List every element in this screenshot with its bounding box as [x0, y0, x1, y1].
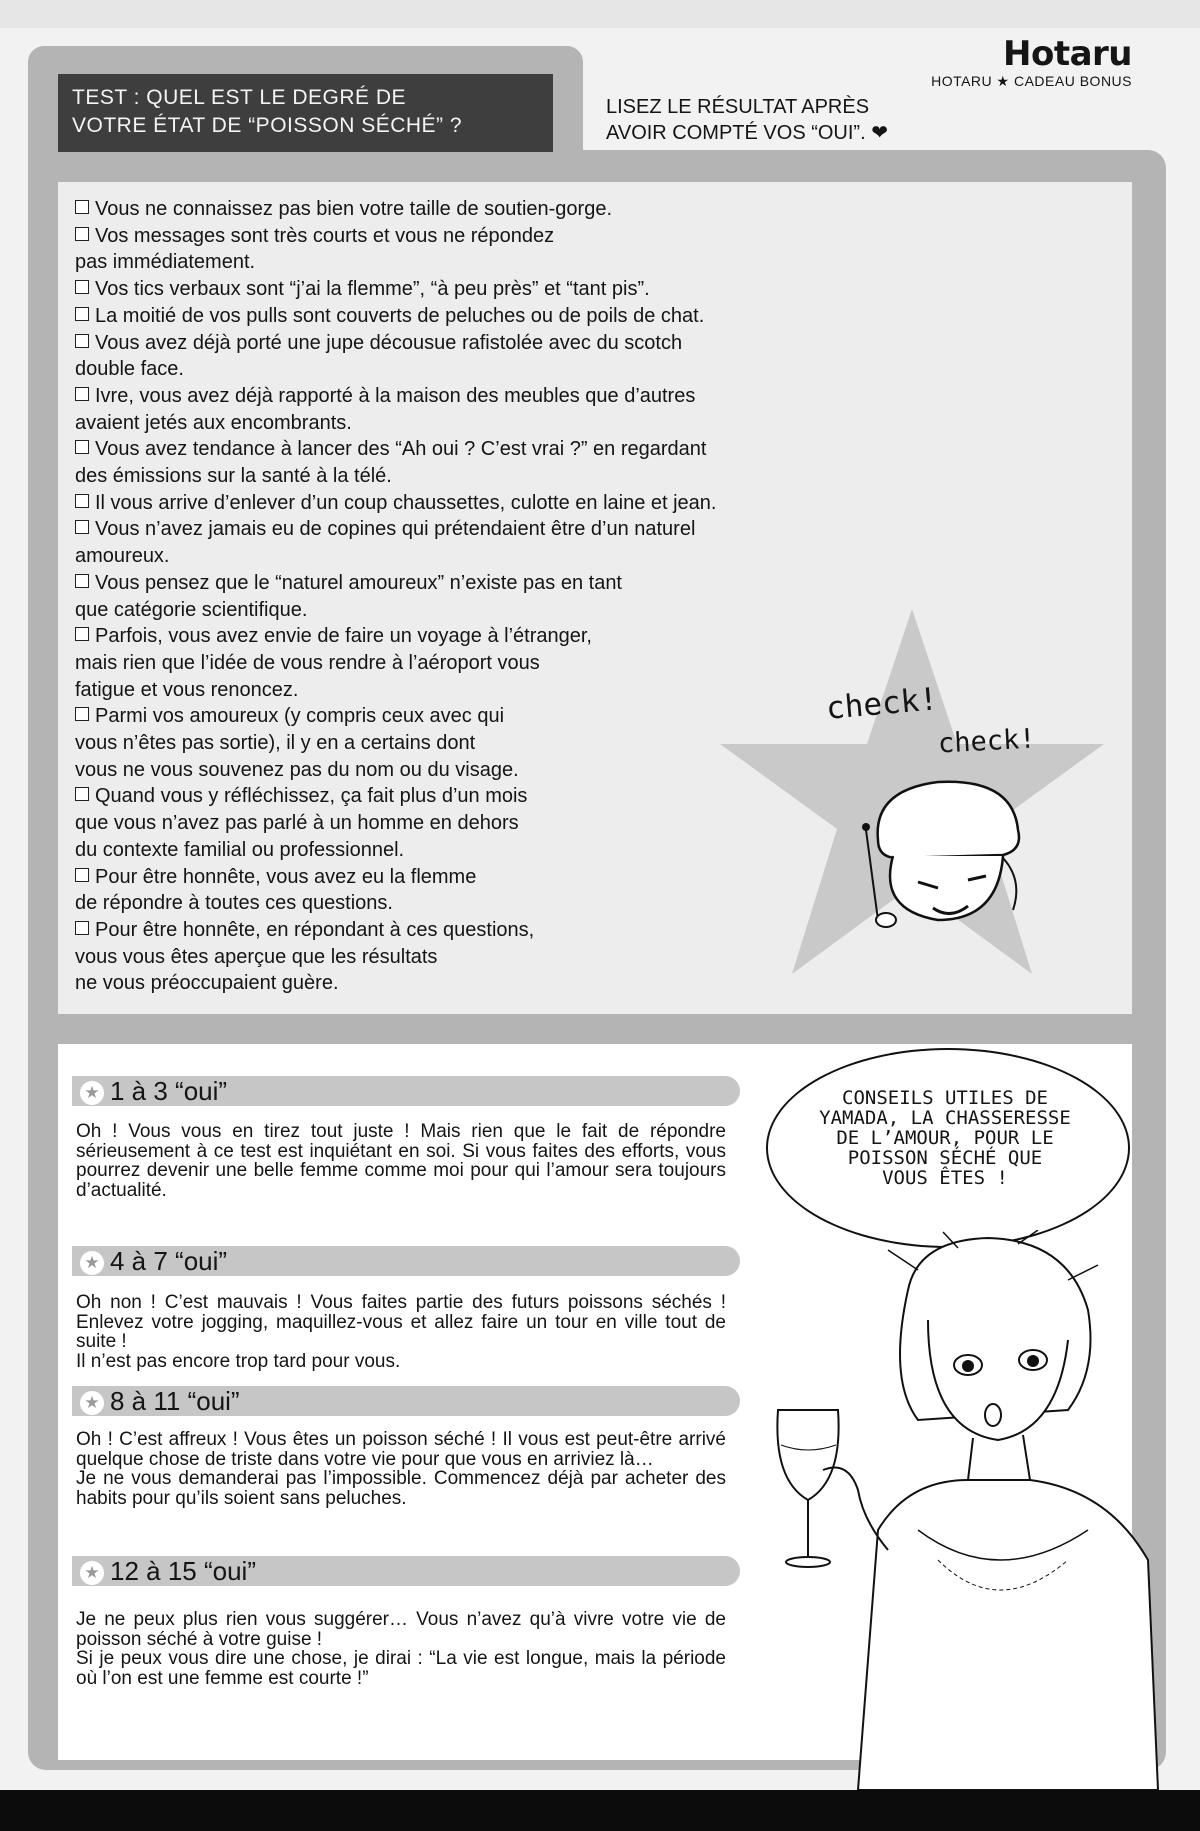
- check-doodle: check!: [824, 681, 940, 727]
- checkbox-icon[interactable]: [75, 280, 89, 294]
- question-item: Vous avez tendance à lancer des “Ah oui ? C’est vrai ?” en regardant des émissions sur la santé à la télé.: [75, 438, 707, 488]
- result-text: Oh ! Vous vous en tirez tout juste ! Mais rien que le fait de répondre sérieusement à ce test est inquiétant en soi. Si vous faites des efforts, vous pourrez devenir une belle femme comme moi pour qui l’amour sera toujours d’actualité.: [76, 1121, 726, 1201]
- top-edge: [0, 0, 1200, 28]
- result-heading: ★ 1 à 3 “oui”: [72, 1076, 740, 1106]
- checkbox-icon[interactable]: [75, 200, 89, 214]
- checkbox-icon[interactable]: [75, 334, 89, 348]
- checkbox-icon[interactable]: [75, 440, 89, 454]
- checkbox-icon[interactable]: [75, 520, 89, 534]
- star-icon: ★: [80, 1391, 104, 1415]
- result-heading: ★ 4 à 7 “oui”: [72, 1246, 740, 1276]
- result-heading: ★ 12 à 15 “oui”: [72, 1556, 740, 1586]
- checkbox-icon[interactable]: [75, 868, 89, 882]
- test-title: TEST : QUEL EST LE DEGRÉ DE VOTRE ÉTAT DE “POISSON SÉCHÉ” ?: [58, 74, 553, 152]
- question-item: Quand vous y réfléchissez, ça fait plus d’un mois que vous n’avez pas parlé à un homme en dehors du contexte familial ou professionnel.: [75, 785, 528, 861]
- checkbox-icon[interactable]: [75, 227, 89, 241]
- check-doodle: check!: [937, 723, 1037, 760]
- speech-bubble-text: CONSEILS UTILES DE YAMADA, LA CHASSERESSE DE L’AMOUR, POUR LE POISSON SÉCHÉ QUE VOUS ÊTES !: [819, 1087, 1071, 1189]
- star-icon: ★: [80, 1561, 104, 1585]
- question-item: Vous avez déjà porté une jupe décousue rafistolée avec du scotch double face.: [75, 331, 683, 381]
- result-text: Oh non ! C’est mauvais ! Vous faites partie des futurs poissons séchés ! Enlevez votre jogging, maquillez-vous et allez faire un tour en ville tout de suite ! Il n’est pas encore trop tard pour vous.: [76, 1292, 726, 1372]
- question-item: Ivre, vous avez déjà rapporté à la maison des meubles que d’autres avaient jetés aux encombrants.: [75, 384, 696, 434]
- result-text: Je ne peux plus rien vous suggérer… Vous n’avez qu’à vivre votre vie de poisson séché à votre guise ! Si je peux vous dire une chose, je dirai : “La vie est longue, mais la période où l’on est une femme est courte !”: [76, 1609, 726, 1689]
- question-item: Vos messages sont très courts et vous ne répondez pas immédiatement.: [75, 224, 555, 274]
- checkbox-icon[interactable]: [75, 574, 89, 588]
- checkbox-icon[interactable]: [75, 494, 89, 508]
- result-text: Oh ! C’est affreux ! Vous êtes un poisson séché ! Il vous est peut-être arrivé quelque chose de triste dans votre vie pour que vous en arriviez là… Je ne vous demanderai pas l’impossible. Commencez déjà par acheter des habits pour qu’ils soient sans peluches.: [76, 1429, 726, 1509]
- checkbox-icon[interactable]: [75, 307, 89, 321]
- brand-logo: Hotaru: [1003, 34, 1132, 74]
- question-item: Il vous arrive d’enlever d’un coup chaussettes, culotte en laine et jean.: [75, 490, 1015, 517]
- question-item: Vous pensez que le “naturel amoureux” n’existe pas en tant que catégorie scientifique.: [75, 571, 622, 621]
- question-item: La moitié de vos pulls sont couverts de peluches ou de poils de chat.: [75, 303, 1015, 330]
- checkbox-icon[interactable]: [75, 627, 89, 641]
- instruction-text: LISEZ LE RÉSULTAT APRÈS AVOIR COMPTÉ VOS “OUI”. ❤: [606, 96, 888, 144]
- question-item: Parfois, vous avez envie de faire un voyage à l’étranger, mais rien que l’idée de vous rendre à l’aéroport vous fatigue et vous renoncez.: [75, 625, 592, 701]
- question-item: Pour être honnête, vous avez eu la flemme de répondre à toutes ces questions.: [75, 865, 477, 915]
- question-item: Vous ne connaissez pas bien votre taille de soutien-gorge.: [75, 196, 1015, 223]
- brand-subtitle: HOTARU ★ CADEAU BONUS: [931, 73, 1132, 89]
- checkbox-icon[interactable]: [75, 921, 89, 935]
- question-item: Vos tics verbaux sont “j’ai la flemme”, “à peu près” et “tant pis”.: [75, 276, 1015, 303]
- star-icon: ★: [80, 1081, 104, 1105]
- bottom-edge: [0, 1790, 1200, 1831]
- question-item: Vous n’avez jamais eu de copines qui prétendaient être d’un naturel amoureux.: [75, 518, 696, 568]
- checkbox-icon[interactable]: [75, 787, 89, 801]
- chibi-character-illustration: [838, 770, 1058, 940]
- woman-illustration: [768, 1230, 1168, 1790]
- result-heading: ★ 8 à 11 “oui”: [72, 1386, 740, 1416]
- checkbox-icon[interactable]: [75, 707, 89, 721]
- question-item: Pour être honnête, en répondant à ces questions, vous vous êtes aperçue que les résultats ne vous préoccupaient guère.: [75, 918, 535, 995]
- question-item: Parmi vos amoureux (y compris ceux avec qui vous n’êtes pas sortie), il y en a certains dont vous ne vous souvenez pas du nom ou du visage.: [75, 705, 519, 781]
- checkbox-icon[interactable]: [75, 387, 89, 401]
- star-icon: ★: [80, 1251, 104, 1275]
